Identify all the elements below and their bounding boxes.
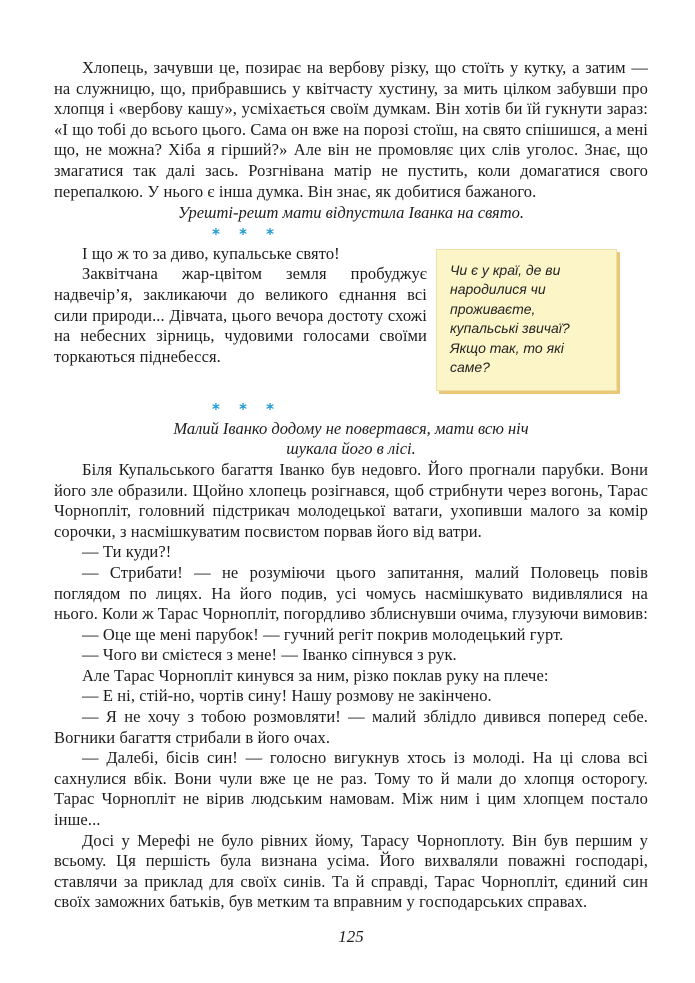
- lead-line-1: Урешті-решт мати відпустила Іванка на свято.: [178, 203, 524, 223]
- lead-line-2a: Малий Іванко додому не повертався, мати всю ніч: [173, 418, 529, 438]
- paragraph-feast-opening: І що ж то за диво, купальське свято!: [82, 243, 340, 263]
- question-box: [436, 249, 617, 391]
- story-paragraph: Досі у Мерефі не було рівних йому, Тарасу Чорноплоту. Він був першим у всьому. Ця першість була визнана усіма. Його вихваляли поважні господарі, ставлячи за приклад для своїх синів. Та й справді, Тарас Чорнопліт, єдиний син своїх заможних батьків, був метким та вправним у господарських справах.: [54, 830, 648, 912]
- story-paragraph: — Я не хочу з тобою розмовляти! — малий зблідло дивився поперед себе. Вогники багаття стрибали в його очах.: [54, 707, 648, 747]
- section-separator-1: * * *: [212, 224, 281, 243]
- story-paragraph: Біля Купальського багаття Іванко був недовго. Його прогнали парубки. Вони його зле образили. Щойно хлопець розігнався, щоб стрибнути через вогонь, Тарас Чорнопліт, головний підстрикач молодецької ватаги, ухопивши малого за комір сорочки, з насмішкуватим посвистом порвав його від ватри.: [54, 459, 648, 541]
- story-paragraph: — Ти куди?!: [82, 542, 172, 562]
- section-separator-2: * * *: [212, 399, 281, 418]
- story-paragraph: — Оце ще мені парубок! — гучний регіт покрив молодецький гурт.: [82, 624, 564, 644]
- wrapped-section: [54, 243, 648, 376]
- question-box-text: Чи є у краї, де ви народилися чи проживаєте, купальські звичаї? Якщо так, то які саме?: [450, 261, 570, 376]
- page-content: [54, 58, 648, 947]
- story-paragraph: — Далебі, бісів син! — голосно вигукнув хтось із молоді. На ці слова всі сахнулися вбік. Вони чули вже це не раз. Тому то й мали до хлопця осторогу. Тарас Чорнопліт не вірив людським намовам. Між ним і цим хлопцем постало інше...: [54, 748, 648, 830]
- story-paragraph: — Чого ви смієтеся з мене! — Іванко сіпнувся з рук.: [82, 645, 457, 665]
- lead-line-2b: шукала його в лісі.: [286, 439, 416, 459]
- lead-line-2: [54, 419, 648, 460]
- story-paragraph: — Е ні, стій-но, чортів сину! Нашу розмову не закінчено.: [82, 686, 492, 706]
- paragraph-intro: Хлопець, зачувши це, позирає на вербову різку, що стоїть у кутку, а затим — на служницю, що, прибравшись у квітчасту хустину, за мить цілком забувши про хлопця і «вербову кашу», усміхається своїм думкам. Він хотів би їй гукнути зараз: «І що тобі до всього цього. Сама он вже на порозі стоїш, на свято спішишся, а мені що, не можна? Хіба я гірший?» Але він не промовляє цих слів уголос. Знає, що змагатися так далі зась. Розгнівана матір не пустить, коли домагатися свого перепалкою. У нього є інша думка. Він знає, як добитися бажаного.: [54, 58, 648, 201]
- paragraph-feast: Заквітчана жар-цвітом земля пробуджує надвечір’я, закликаючи до великого єднання всі сили природи... Дівчата, цього вечора достоту схожі на небесних зірниць, чудовими голосами своїми торкаються піднебесся.: [54, 264, 427, 366]
- page-number: 125: [338, 927, 364, 946]
- story-paragraph: — Стрибати! — не розуміючи цього запитання, малий Половець повів поглядом по лицях. На його подив, усі чомусь насмішкувато видивлялися на нього. Коли ж Тарас Чорнопліт, погордливо зблиснувши очима, глузуючи вимовив:: [54, 562, 648, 624]
- story-paragraph: Але Тарас Чорнопліт кинувся за ним, різко поклав руку на плече:: [82, 665, 549, 685]
